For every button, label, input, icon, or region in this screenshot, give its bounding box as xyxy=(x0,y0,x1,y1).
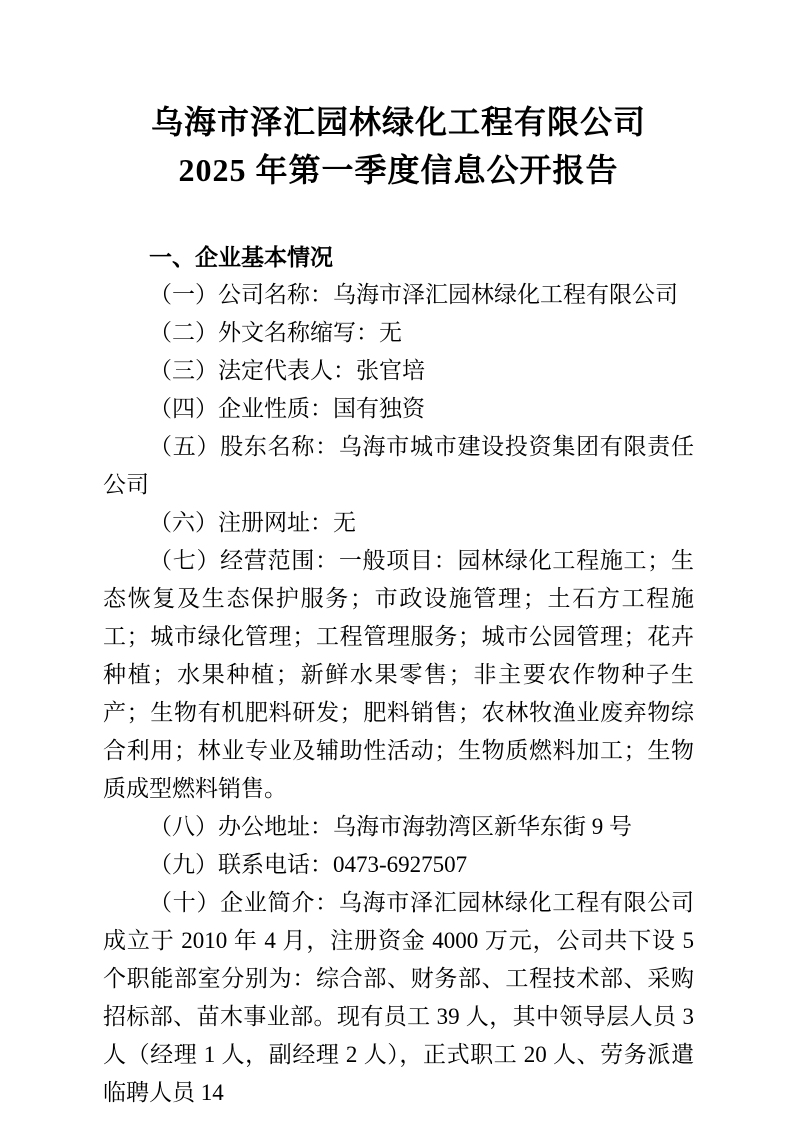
paragraph-contact-phone: （九）联系电话：0473-6927507 xyxy=(149,852,468,877)
paragraph-business-scope: （七）经营范围：一般项目：园林绿化工程施工；生态恢复及生态保护服务；市政设施管理；土石方工程施工；城市绿化管理；工程管理服务；城市公园管理；花卉种植；水果种植；新鲜水果零售；非主要农作物种子生产；生物有机肥料研发；肥料销售；农林牧渔业废弃物综合利用；林业专业及辅助性活动；生物质燃料加工；生物质成型燃料销售。 xyxy=(103,548,694,801)
document-body xyxy=(103,238,694,1112)
title-line-2: 2025 年第一季度信息公开报告 xyxy=(178,152,619,188)
paragraph-company-profile: （十）企业简介：乌海市泽汇园林绿化工程有限公司成立于 2010 年 4 月，注册资金 4000 万元，公司共下设 5 个职能部室分别为：综合部、财务部、工程技术部、采购招标部、苗木事业部。现有员工 39 人，其中领导层人员 3 人（经理 1 人，副经理 2 人），正式职工 20 人、劳务派遣临聘人员 14 xyxy=(103,890,694,1105)
paragraph-office-address: （八）办公地址：乌海市海勃湾区新华东街 9 号 xyxy=(149,814,632,839)
section-heading: 一、企业基本情况 xyxy=(149,244,333,270)
paragraph-enterprise-nature: （四）企业性质：国有独资 xyxy=(149,396,425,421)
paragraph-shareholder-name: （五）股东名称：乌海市城市建设投资集团有限责任公司 xyxy=(103,434,694,497)
title-line-1: 乌海市泽汇园林绿化工程有限公司 xyxy=(150,104,646,140)
paragraph-registered-website: （六）注册网址：无 xyxy=(149,510,356,535)
paragraph-foreign-name-abbreviation: （二）外文名称缩写：无 xyxy=(149,320,402,345)
document-title xyxy=(103,98,694,194)
paragraph-legal-representative: （三）法定代表人：张官培 xyxy=(149,358,425,383)
paragraph-company-name: （一）公司名称：乌海市泽汇园林绿化工程有限公司 xyxy=(149,282,678,307)
